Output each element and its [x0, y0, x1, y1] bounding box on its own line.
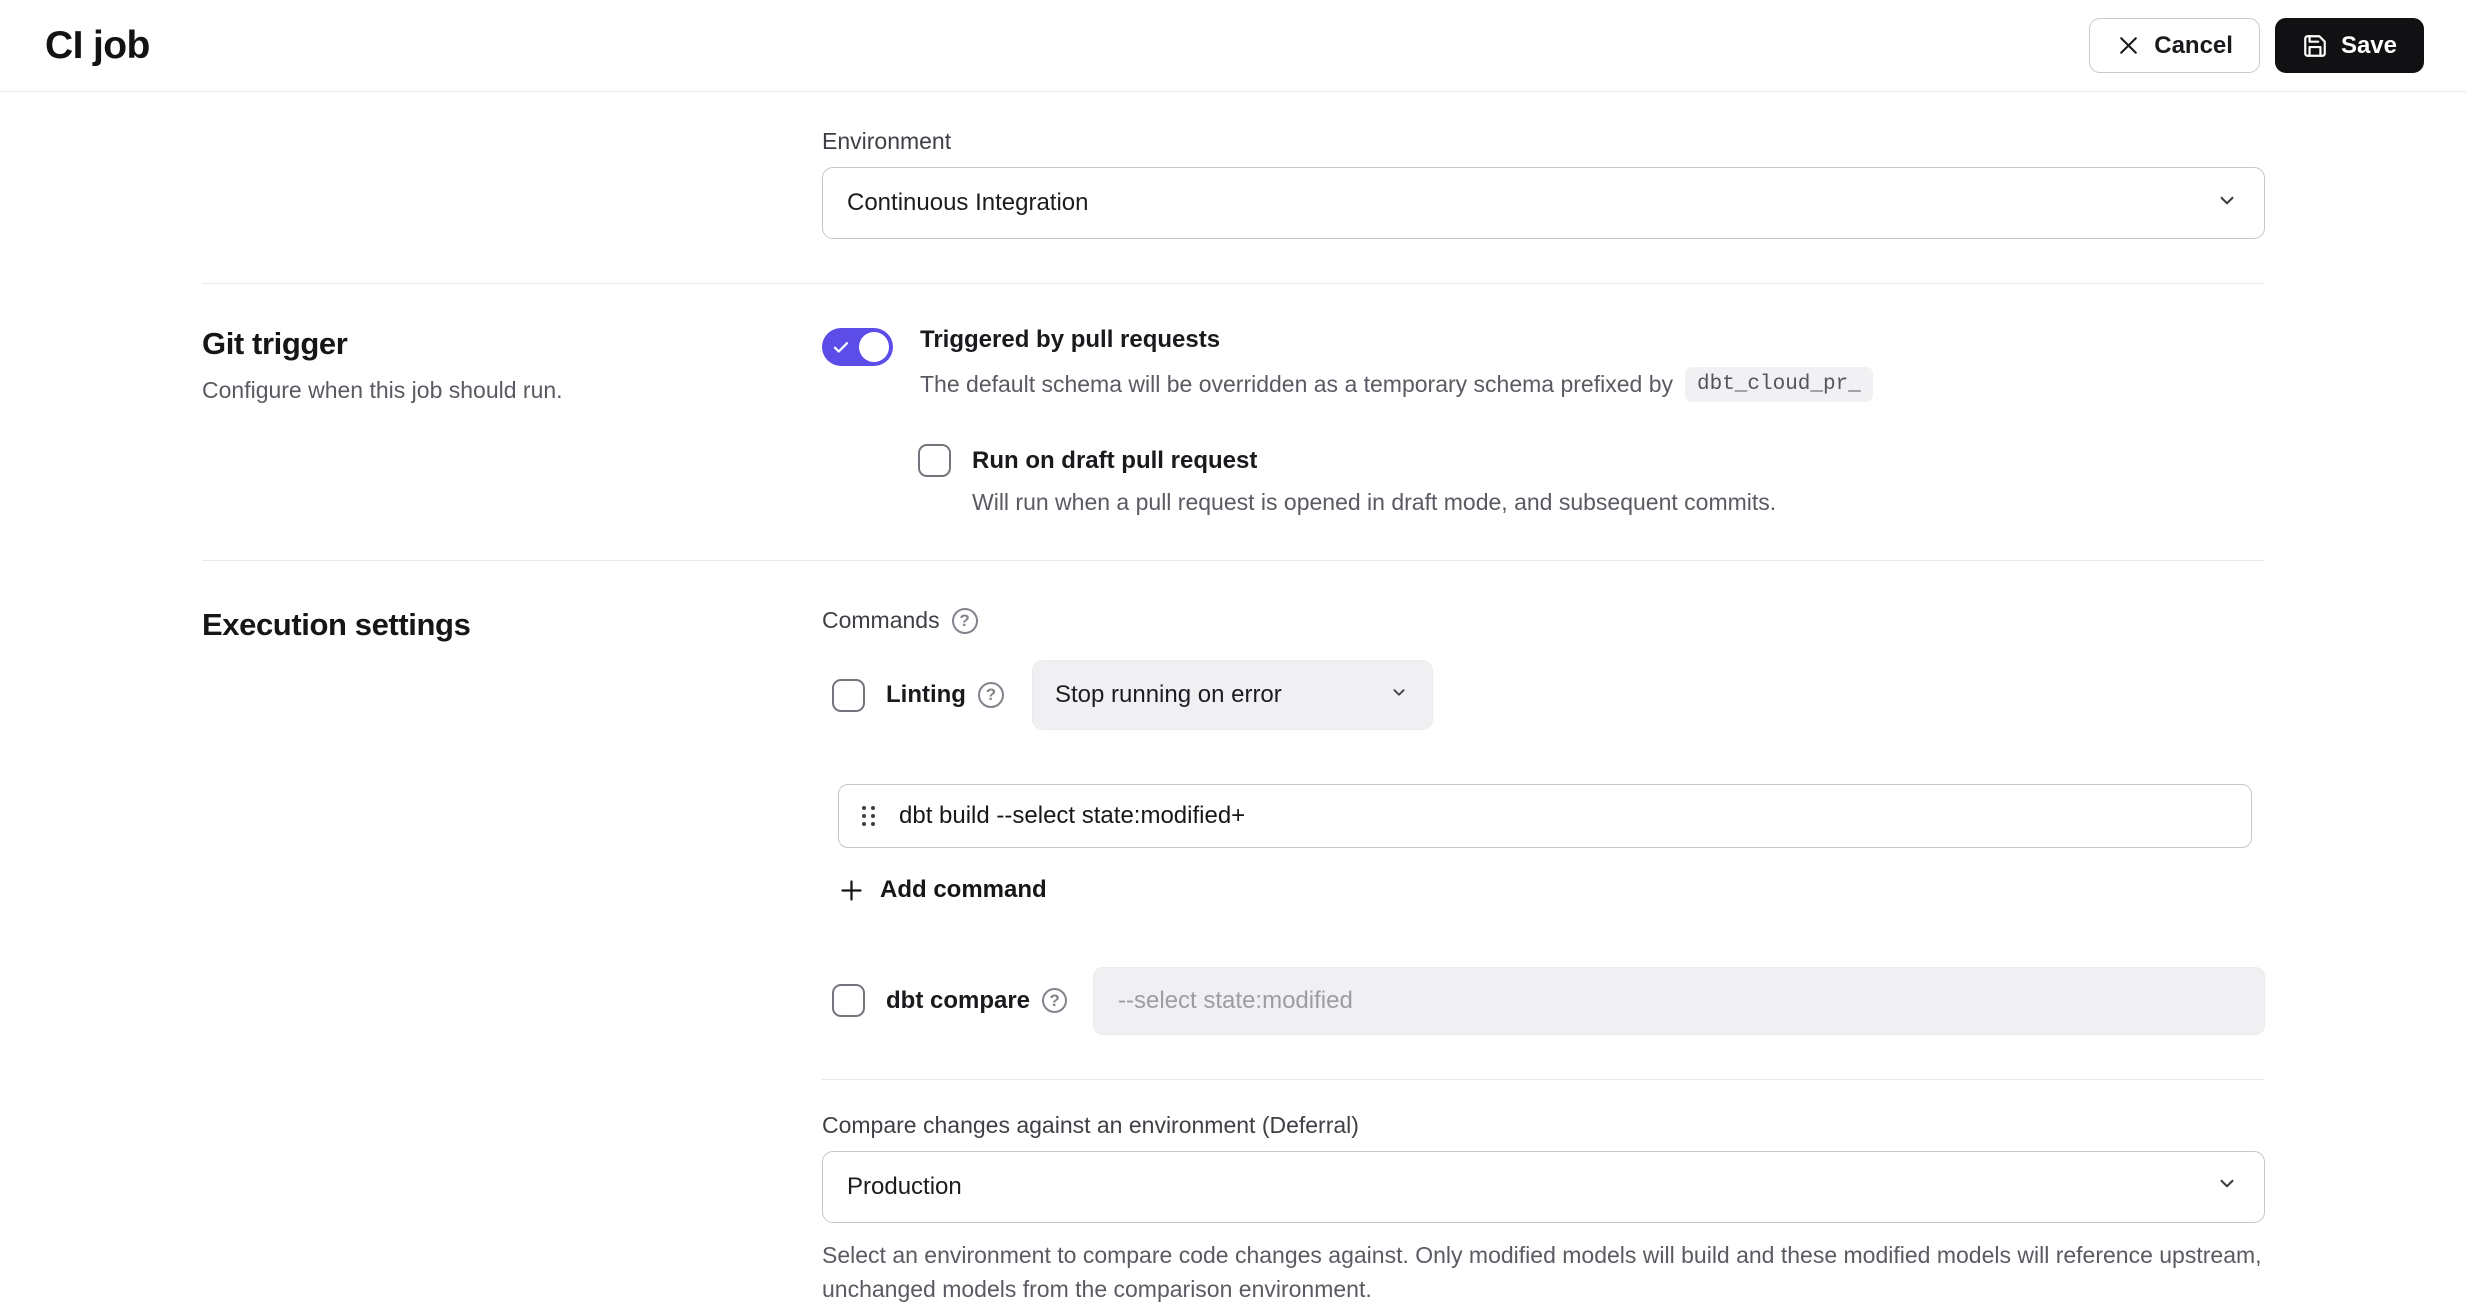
- execution-settings-heading: Execution settings: [202, 607, 471, 642]
- commands-help-icon[interactable]: ?: [952, 608, 978, 634]
- commands-label: Commands: [822, 607, 940, 633]
- draft-pr-checkbox-label[interactable]: Run on draft pull request: [972, 446, 1258, 474]
- dbt-compare-row: [832, 967, 2265, 1035]
- environment-field: [822, 128, 2265, 239]
- environment-label: Environment: [822, 128, 952, 154]
- deferral-field: [822, 1079, 2265, 1307]
- execution-settings-section-left: [202, 607, 822, 1035]
- command-text[interactable]: dbt build --select state:modified+: [899, 802, 1246, 829]
- git-trigger-heading: Git trigger: [202, 326, 348, 361]
- deferral-select-value: Production: [847, 1172, 962, 1200]
- linting-mode-select[interactable]: [1032, 660, 1433, 730]
- add-command-button[interactable]: [838, 876, 1047, 904]
- cancel-button-label: Cancel: [2154, 31, 2233, 59]
- draft-pr-checkbox-row: [918, 444, 2265, 477]
- draft-pr-description: Will run when a pull request is opened in draft mode, and subsequent commits.: [972, 489, 1777, 515]
- deferral-section-left: [202, 1079, 822, 1307]
- git-trigger-section: [202, 284, 2265, 560]
- dbt-compare-help-icon[interactable]: ?: [1042, 988, 1067, 1013]
- execution-settings-section-right: [822, 607, 2265, 1035]
- pull-request-toggle-text: [920, 326, 1873, 402]
- pull-request-toggle-description: [920, 367, 1873, 402]
- dbt-compare-checkbox[interactable]: [832, 984, 865, 1017]
- git-trigger-section-right: [822, 326, 2265, 516]
- deferral-label: Compare changes against an environment (Deferral): [822, 1111, 1359, 1138]
- drag-handle-icon[interactable]: [862, 806, 875, 826]
- page-title: CI job: [45, 23, 150, 67]
- linting-mode-value: Stop running on error: [1054, 681, 1282, 708]
- deferral-description: Select an environment to compare code changes against. Only modified models will build and these modified models will reference upstream, unchanged models from the comparison environment.: [822, 1241, 2262, 1302]
- cancel-button[interactable]: [2089, 18, 2260, 73]
- environment-section-left: [202, 128, 822, 239]
- git-trigger-section-left: [202, 326, 822, 516]
- commands-label-row: [822, 607, 2265, 634]
- deferral-select[interactable]: [822, 1151, 2265, 1223]
- pull-request-toggle-label: Triggered by pull requests: [920, 326, 1221, 353]
- toggle-knob: [859, 332, 889, 362]
- linting-row: [832, 660, 2265, 730]
- linting-checkbox[interactable]: [832, 679, 865, 712]
- plus-icon: [838, 877, 865, 904]
- save-button[interactable]: [2275, 18, 2424, 73]
- save-button-label: Save: [2340, 31, 2397, 59]
- environment-select-value: Continuous Integration: [847, 189, 1089, 216]
- schema-override-text: The default schema will be overridden as a temporary schema prefixed by: [920, 371, 1673, 397]
- save-icon: [2302, 33, 2328, 59]
- command-row[interactable]: [838, 784, 2252, 848]
- draft-pr-checkbox[interactable]: [918, 444, 951, 477]
- linting-help-icon[interactable]: ?: [978, 682, 1004, 708]
- execution-settings-section: [202, 561, 2265, 1079]
- git-trigger-subheading: Configure when this job should run.: [202, 377, 563, 403]
- chevron-down-icon: [1388, 681, 1410, 710]
- dbt-compare-checkbox-label[interactable]: dbt compare: [886, 986, 1031, 1014]
- pull-request-toggle[interactable]: [822, 328, 893, 366]
- dbt-compare-input[interactable]: [1093, 967, 2265, 1035]
- draft-pr-block: [918, 444, 2265, 516]
- environment-select[interactable]: [822, 167, 2265, 239]
- chevron-down-icon: [2214, 1170, 2240, 1203]
- environment-section: [202, 92, 2265, 239]
- chevron-down-icon: [2214, 187, 2240, 220]
- linting-checkbox-label[interactable]: Linting: [886, 681, 966, 708]
- close-icon: [2116, 33, 2141, 58]
- check-icon: [832, 338, 850, 361]
- add-command-label: Add command: [880, 876, 1047, 903]
- page-header: [0, 0, 2466, 92]
- schema-prefix-code-chip: dbt_cloud_pr_: [1685, 367, 1873, 402]
- pull-request-toggle-row: [822, 326, 2265, 402]
- job-settings-form: [0, 92, 2466, 1307]
- deferral-section: [202, 1079, 2265, 1307]
